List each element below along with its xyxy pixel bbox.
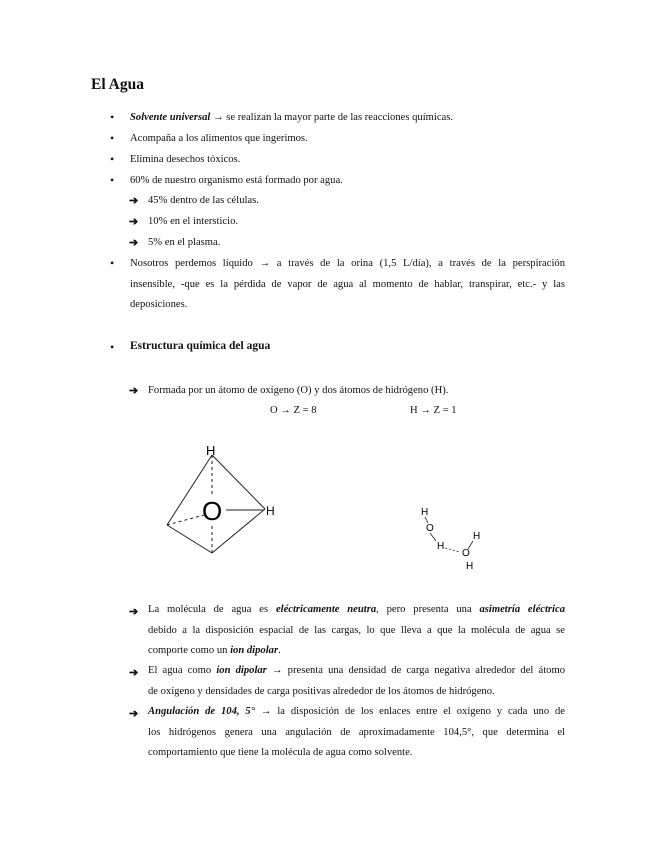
bullet-dot: • [110, 110, 115, 124]
list-item-paragraph [130, 254, 565, 316]
arrow-icon: ➔ [129, 667, 139, 679]
chain-atom: O [462, 548, 470, 559]
arrow-icon: ➔ [129, 385, 139, 397]
list-item: Acompaña a los alimentos que ingerimos. [130, 133, 308, 144]
arrow-icon: ➔ [129, 237, 139, 249]
arrow-icon: ➔ [129, 606, 139, 618]
list-item: Elimina desechos tóxicos. [130, 154, 241, 165]
arrow-icon: ➔ [129, 708, 139, 720]
bullet-dot: • [110, 256, 115, 270]
bullet-dot: • [110, 173, 115, 187]
arrow-icon: ➔ [129, 195, 139, 207]
tetra-h-right: H [266, 504, 275, 518]
paragraph-line: los hidrógenos genera una angulación de aproximadamente 104,5°, que determina el [148, 726, 565, 738]
paragraph-line: Nosotros perdemos líquido → a través de la orina (1,5 L/día), a través de la perspiración [130, 258, 565, 269]
chain-atom: O [426, 523, 434, 534]
paragraph-line: de oxígeno y densidades de carga positivas alrededor de los átomos de hidrógeno. [148, 685, 495, 697]
sub-item: 10% en el intersticio. [148, 216, 239, 227]
paragraph-line: El agua como ion dipolar → presenta una densidad de carga negativa alrededor del átomo [148, 665, 565, 676]
water-molecule-diagram [160, 435, 500, 575]
sub-item: 45% dentro de las células. [148, 195, 259, 206]
z-hydrogen: H → Z = 1 [410, 405, 457, 416]
z-oxygen: O → Z = 8 [270, 405, 317, 416]
list-item [130, 108, 453, 128]
paragraph-line: comportamiento que tiene la molécula de agua como solvente. [148, 747, 413, 758]
paragraph-line: comporte como un ion dipolar. [148, 645, 281, 656]
bullet-dot: • [110, 340, 115, 354]
section-heading: Estructura química del agua [130, 340, 271, 352]
paragraph-line: insensible, -que es la pérdida de vapor de agua al momento de hablar, transpirar, etc.- y las [130, 278, 565, 290]
paragraph-2 [148, 661, 565, 702]
list-item-text: se realizan la mayor parte de las reacciones químicas. [226, 112, 454, 123]
list-item: 60% de nuestro organismo está formado por agua. [130, 175, 343, 186]
solvente-universal-term: Solvente universal [130, 112, 211, 123]
chain-atom: H [437, 541, 445, 552]
paragraph-3 [148, 702, 565, 764]
arrow-icon: ➔ [129, 216, 139, 228]
arrow-icon: → [213, 112, 224, 123]
paragraph-1 [148, 600, 565, 662]
paragraph-line: La molécula de agua es eléctricamente neutra, pero presenta una asimetría eléctrica [148, 604, 565, 615]
chain-atom: H [473, 531, 481, 542]
tetra-oxygen: O [202, 496, 223, 526]
tetra-h-top: H [206, 443, 216, 458]
hydrogen-bond-chain [421, 507, 480, 572]
chain-atom: H [421, 507, 429, 518]
paragraph-line: Angulación de 104, 5° → la disposición de los enlaces entre el oxígeno y cada uno de [148, 706, 565, 717]
paragraph-line: deposiciones. [130, 299, 188, 310]
bullet-dot: • [110, 152, 115, 166]
sub-item: 5% en el plasma. [148, 237, 221, 248]
bullet-dot: • [110, 131, 115, 145]
chain-atom: H [466, 561, 474, 572]
paragraph-line: debido a la disposición espacial de las cargas, lo que lleva a que la molécula de agua se [148, 624, 565, 636]
page-title: El Agua [91, 76, 144, 93]
section-text: Formada por un átomo de oxígeno (O) y dos átomos de hidrógeno (H). [148, 385, 449, 396]
